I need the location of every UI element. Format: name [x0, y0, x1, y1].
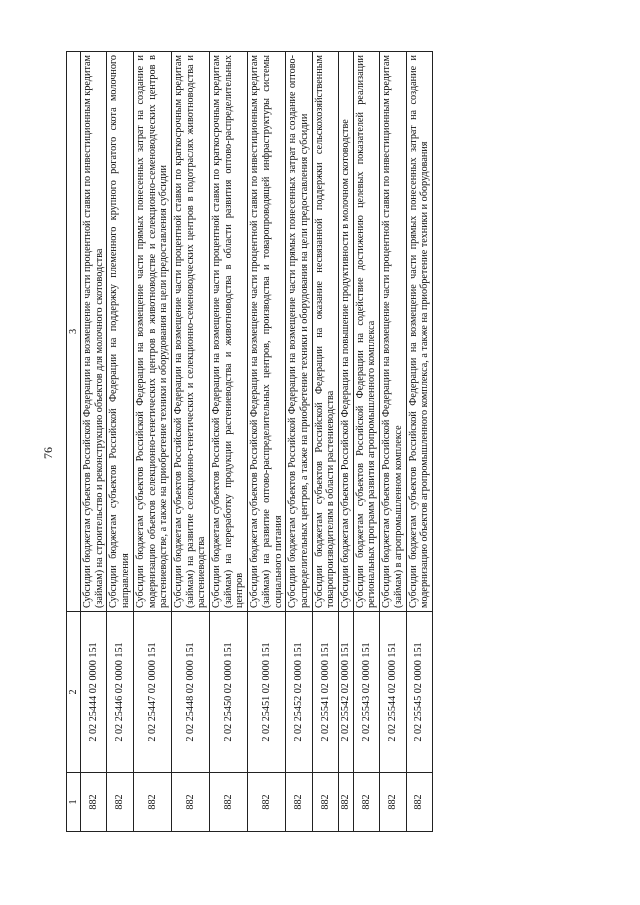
admin-code-cell: 882: [353, 773, 379, 832]
description-cell: Субсидии бюджетам субъектов Российской Федерации на поддержку племенного крупного рогатого скота молочного направления: [107, 52, 133, 612]
table-row: [81, 52, 107, 832]
description-cell: Субсидии бюджетам субъектов Российской Федерации на повышение продуктивности в молочном скотоводстве: [339, 52, 354, 612]
table-header-row: [67, 52, 81, 832]
budget-code-cell: 2 02 25447 02 0000 151: [133, 612, 171, 773]
budget-code-cell: 2 02 25450 02 0000 151: [210, 612, 248, 773]
page-number: 76: [41, 447, 55, 459]
admin-code-cell: 882: [81, 773, 107, 832]
column-header-1: 1: [67, 773, 81, 832]
description-cell: Субсидии бюджетам субъектов Российской Федерации на возмещение части процентной ставки по инвестиционным кредитам (займам) на строительство и реконструкцию объектов для молочного скотоводства: [81, 52, 107, 612]
budget-code-cell: 2 02 25448 02 0000 151: [171, 612, 209, 773]
column-header-3: 3: [67, 52, 81, 612]
table-row: [406, 52, 432, 832]
budget-code-cell: 2 02 25452 02 0000 151: [286, 612, 312, 773]
admin-code-cell: 882: [380, 773, 406, 832]
table-row: [107, 52, 133, 832]
budget-code-cell: 2 02 25544 02 0000 151: [380, 612, 406, 773]
description-cell: Субсидии бюджетам субъектов Российской Федерации на возмещение части прямых понесенных затрат на создание оптово-распределительных центров, а также на приобретение техники и оборудования на цели предоставления субсидии: [286, 52, 312, 612]
admin-code-cell: 882: [133, 773, 171, 832]
budget-code-cell: 2 02 25541 02 0000 151: [312, 612, 338, 773]
description-cell: Субсидии бюджетам субъектов Российской Федерации на возмещение части процентной ставки по инвестиционным кредитам (займам) в агропромышленном комплексе: [380, 52, 406, 612]
table-row: [312, 52, 338, 832]
admin-code-cell: 882: [312, 773, 338, 832]
budget-codes-table: [66, 51, 433, 832]
budget-code-cell: 2 02 25451 02 0000 151: [248, 612, 286, 773]
table-body: [81, 52, 433, 832]
admin-code-cell: 882: [286, 773, 312, 832]
rotated-table-container: [66, 52, 581, 832]
table-row: [133, 52, 171, 832]
table-row: [210, 52, 248, 832]
budget-code-cell: 2 02 25543 02 0000 151: [353, 612, 379, 773]
admin-code-cell: 882: [339, 773, 354, 832]
budget-code-cell: 2 02 25446 02 0000 151: [107, 612, 133, 773]
table-row: [248, 52, 286, 832]
description-cell: Субсидии бюджетам субъектов Российской Федерации на содействие достижению целевых показателей реализации региональных программ развития агропромышленного комплекса: [353, 52, 379, 612]
column-header-2: 2: [67, 612, 81, 773]
description-cell: Субсидии бюджетам субъектов Российской Федерации на возмещение части процентной ставки по краткосрочным кредитам (займам) на развитие селекционно-генетических и селекционно-семеноводческих центров в подотраслях животноводства и растениеводства: [171, 52, 209, 612]
table-row: [171, 52, 209, 832]
table-row: [339, 52, 354, 832]
table-row: [286, 52, 312, 832]
admin-code-cell: 882: [248, 773, 286, 832]
budget-code-cell: 2 02 25444 02 0000 151: [81, 612, 107, 773]
admin-code-cell: 882: [406, 773, 432, 832]
table-row: [380, 52, 406, 832]
description-cell: Субсидии бюджетам субъектов Российской Федерации на возмещение части прямых понесенных затрат на создание и модернизацию объектов агропромышленного комплекса, а также на приобретение техники и оборудования: [406, 52, 432, 612]
admin-code-cell: 882: [107, 773, 133, 832]
description-cell: Субсидии бюджетам субъектов Российской Федерации на оказание несвязанной поддержки сельскохозяйственным товаропроизводителям в области растениеводства: [312, 52, 338, 612]
admin-code-cell: 882: [171, 773, 209, 832]
budget-code-cell: 2 02 25545 02 0000 151: [406, 612, 432, 773]
table-row: [353, 52, 379, 832]
description-cell: Субсидии бюджетам субъектов Российской Федерации на возмещение части прямых понесенных затрат на создание и модернизацию объектов селекционно-генетических центров в животноводстве и селекционно-семеноводческих центров в растениеводстве, а также на приобретение техники и оборудования на цели предоставления субсидии: [133, 52, 171, 612]
budget-code-cell: 2 02 25542 02 0000 151: [339, 612, 354, 773]
description-cell: Субсидии бюджетам субъектов Российской Федерации на возмещение части процентной ставки по краткосрочным кредитам (займам) на переработку продукции растениеводства и животноводства в области развития оптово-распределительных центров: [210, 52, 248, 612]
admin-code-cell: 882: [210, 773, 248, 832]
description-cell: Субсидии бюджетам субъектов Российской Федерации на возмещение части процентной ставки по инвестиционным кредитам (займам) на развитие оптово-распределительных центров, производства и товаропроводящей инфраструктуры системы социального питания: [248, 52, 286, 612]
